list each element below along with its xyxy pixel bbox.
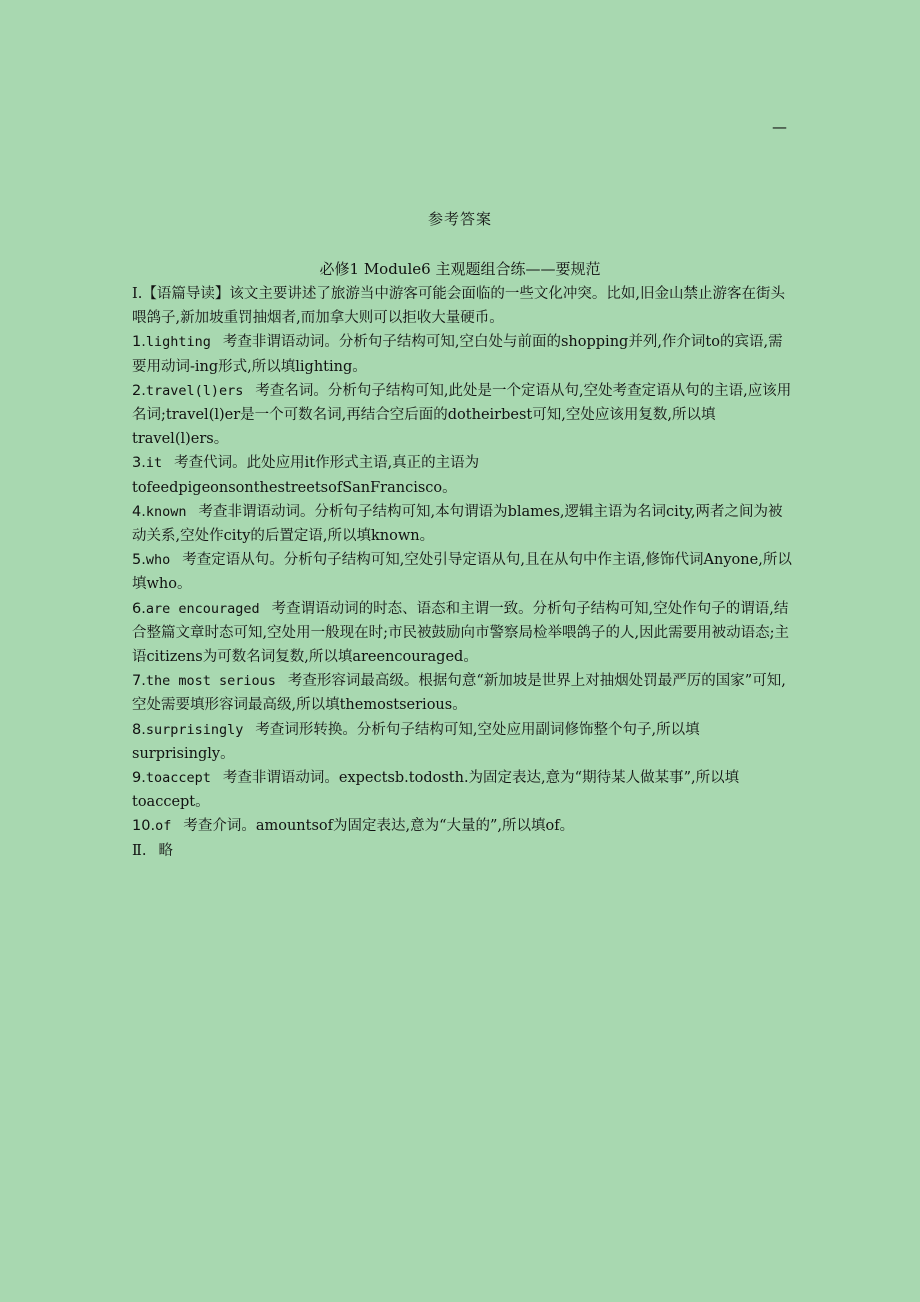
item-explanation: 考查非谓语动词。分析句子结构可知,本句谓语为blames,逻辑主语为名词city,两者之间为被动关系,空处作city的后置定语,所以填known。	[132, 503, 783, 545]
item-explanation: 考查形容词最高级。根据句意“新加坡是世界上对抽烟处罚最严厉的国家”可知,空处需要填形容词最高级,所以填themostserious。	[132, 673, 786, 714]
item-explanation: 考查定语从句。分析句子结构可知,空处引导定语从句,且在从句中作主语,修饰代词Anyone,所以填who。	[132, 552, 792, 593]
section-2-label: Ⅱ.	[132, 842, 147, 859]
item-number: 3.	[132, 455, 146, 472]
item-number: 4.	[132, 503, 146, 520]
item-answer: known	[145, 503, 187, 520]
answer-item-1	[132, 330, 792, 378]
page-title: 参考答案	[427, 210, 492, 228]
item-answer: travel(l)ers	[145, 382, 244, 399]
header-mark: —	[772, 118, 787, 136]
item-answer: of	[155, 818, 172, 835]
item-explanation: 考查词形转换。分析句子结构可知,空处应用副词修饰整个句子,所以填surprisingly。	[132, 721, 700, 762]
answer-item-4	[132, 500, 792, 548]
item-explanation: 考查介词。amountsof为固定表达,意为“大量的”,所以填of。	[183, 818, 575, 835]
item-answer: who	[145, 552, 171, 569]
answer-item-10	[132, 814, 792, 838]
item-number: 1.	[132, 334, 146, 351]
item-answer: surprisingly	[145, 721, 244, 738]
answer-item-5	[132, 548, 792, 596]
item-answer: lighting	[145, 334, 211, 351]
item-number: 8.	[132, 721, 146, 738]
item-answer: the most serious	[145, 673, 276, 690]
item-explanation: 考查代词。此处应用it作形式主语,真正的主语为tofeedpigeonsonthestreetsofSanFrancisco。	[132, 455, 480, 496]
answer-item-7	[132, 669, 792, 717]
item-number: 5.	[132, 552, 146, 569]
item-number: 10.	[132, 818, 156, 835]
item-number: 7.	[132, 673, 146, 690]
page-subtitle: 必修1 Module6 主观题组合练——要规范	[319, 260, 601, 278]
answer-content	[132, 282, 792, 863]
section-2	[132, 839, 792, 863]
item-answer: are encouraged	[145, 600, 260, 617]
section-2-text: 略	[158, 842, 173, 859]
item-explanation: 考查谓语动词的时态、语态和主谓一致。分析句子结构可知,空处作句子的谓语,结合整篇文章时态可知,空处用一般现在时;市民被鼓励向市警察局检举喂鸽子的人,因此需要用被动语态;主语citizens为可数名词复数,所以填areencouraged。	[132, 600, 789, 666]
item-answer: toaccept	[145, 770, 211, 787]
answer-item-6	[132, 597, 792, 670]
answer-item-2	[132, 379, 792, 452]
intro-paragraph: Ⅰ.【语篇导读】该文主要讲述了旅游当中游客可能会面临的一些文化冲突。比如,旧金山禁止游客在街头喂鸽子,新加坡重罚抽烟者,而加拿大则可以拒收大量硬币。	[132, 286, 785, 327]
item-explanation: 考查名词。分析句子结构可知,此处是一个定语从句,空处考查定语从句的主语,应该用名词;travel(l)er是一个可数名词,再结合空后面的dotheirbest可知,空处应该用复数,所以填travel(l)ers。	[132, 382, 792, 448]
item-number: 2.	[132, 382, 146, 399]
answer-item-9	[132, 766, 792, 814]
item-number: 6.	[132, 600, 146, 617]
item-explanation: 考查非谓语动词。分析句子结构可知,空白处与前面的shopping并列,作介词to的宾语,需要用动词-ing形式,所以填lighting。	[132, 334, 783, 375]
item-number: 9.	[132, 770, 146, 787]
item-answer: it	[145, 455, 163, 472]
item-explanation: 考查非谓语动词。expectsb.todosth.为固定表达,意为“期待某人做某事”,所以填toaccept。	[132, 770, 740, 811]
answer-item-8	[132, 718, 792, 766]
answer-item-3	[132, 451, 792, 499]
